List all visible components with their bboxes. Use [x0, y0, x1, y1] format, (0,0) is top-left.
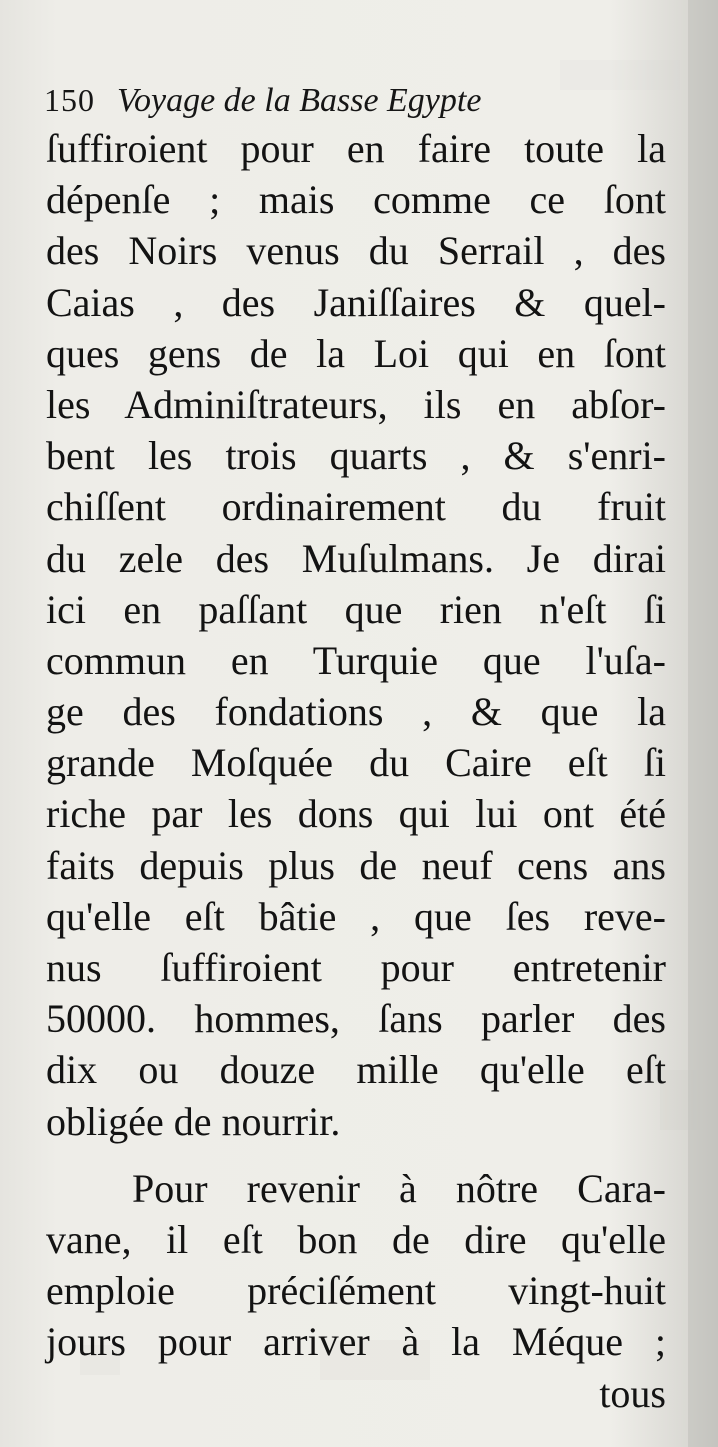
text-line: ici en paſſant que rien n'eſt ſi	[46, 586, 666, 632]
text-line: du zele des Muſulmans. Je dirai	[46, 535, 666, 581]
paragraph	[46, 123, 666, 1147]
paragraph	[46, 1163, 666, 1368]
text-line: emploie préciſément vingt-huit	[46, 1268, 666, 1314]
text-line: dépenſe ; mais comme ce ſont	[46, 177, 666, 223]
text-line: 50000. hommes, ſans parler des	[46, 996, 666, 1042]
text-line: dix ou douze mille qu'elle eſt	[46, 1047, 666, 1093]
text-line: ſuffiroient pour en faire toute la	[46, 126, 666, 171]
text-line: riche par les dons qui lui ont été	[46, 791, 666, 837]
text-line: faits depuis plus de neuf cens ans	[46, 842, 666, 888]
text-line: les Adminiſtrateurs, ils en abſor-	[46, 381, 666, 427]
text-line: commun en Turquie que l'uſa-	[46, 637, 666, 683]
body-text	[46, 123, 666, 1419]
text-line: vane, il eſt bon de dire qu'elle	[46, 1216, 666, 1262]
text-line: Pour revenir à nôtre Cara-	[132, 1165, 666, 1211]
text-line: Caias , des Janiſſaires & quel-	[46, 279, 666, 325]
text-line: jours pour arriver à la Méque ;	[46, 1319, 666, 1365]
page-number: 150	[44, 82, 95, 118]
text-line: chiſſent ordinairement du fruit	[46, 484, 666, 530]
text-line: ques gens de la Loi qui en ſont	[46, 330, 666, 376]
text-line: qu'elle eſt bâtie , que ſes reve-	[46, 893, 666, 939]
text-line: des Noirs venus du Serrail , des	[46, 228, 666, 274]
text-line: obligée de nourrir.	[46, 1098, 341, 1144]
text-line: nus ſuffiroient pour entretenir	[46, 945, 666, 990]
catchword: tous	[599, 1370, 666, 1416]
text-line: ge des fondations , & que la	[46, 689, 666, 735]
running-title: Voyage de la Basse Egypte	[117, 82, 482, 119]
text-line: grande Moſquée du Caire eſt ſi	[46, 740, 666, 786]
text-line: bent les trois quarts , & s'enri-	[46, 433, 666, 479]
